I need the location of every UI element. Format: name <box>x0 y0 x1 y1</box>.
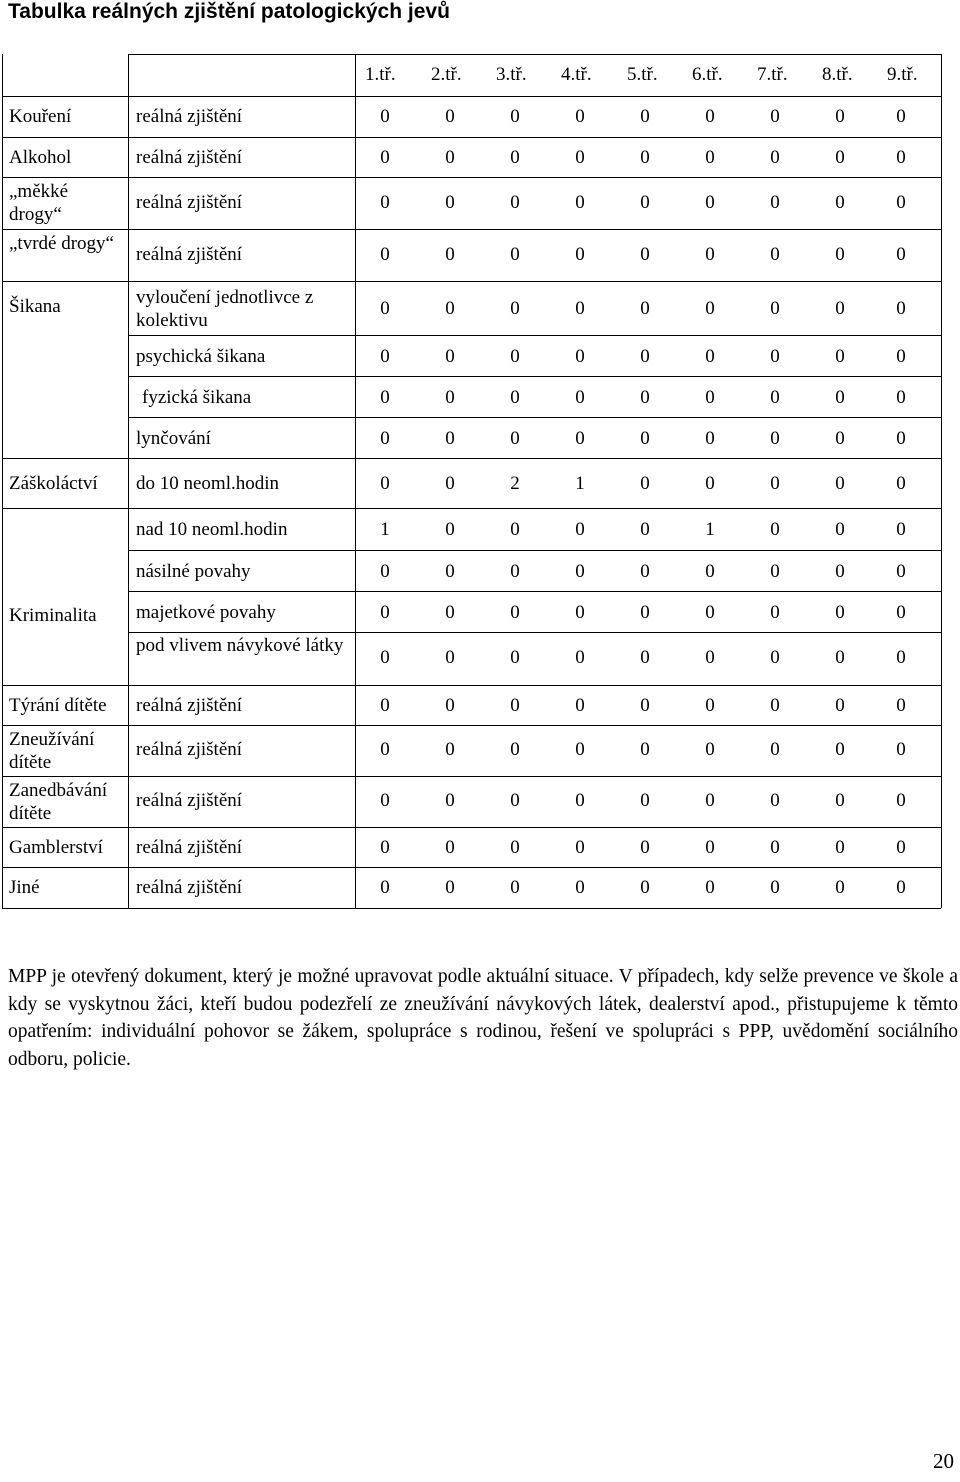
table-cell: 0 <box>705 192 715 213</box>
table-cell: 0 <box>445 387 455 408</box>
table-cell: 0 <box>770 147 780 168</box>
table-cell: 0 <box>705 106 715 127</box>
table-cell: 0 <box>770 877 780 898</box>
table-cell: 0 <box>445 695 455 716</box>
column-header: 2.tř. <box>431 64 462 85</box>
table-cell: 0 <box>896 147 906 168</box>
row-subcategory: reálná zjištění <box>136 790 243 811</box>
table-cell: 0 <box>510 387 520 408</box>
table-cell: 0 <box>510 602 520 623</box>
table-cell: 0 <box>770 647 780 668</box>
table-cell: 0 <box>445 298 455 319</box>
table-cell: 0 <box>835 695 845 716</box>
table-cell: 0 <box>835 602 845 623</box>
table-cell: 0 <box>896 519 906 540</box>
table-cell: 0 <box>770 192 780 213</box>
table-cell: 0 <box>510 147 520 168</box>
table-cell: 0 <box>705 877 715 898</box>
table-cell: 0 <box>445 192 455 213</box>
table-cell: 0 <box>770 473 780 494</box>
table-cell: 0 <box>705 428 715 449</box>
table-cell: 0 <box>770 387 780 408</box>
table-cell: 0 <box>380 244 390 265</box>
table-cell: 0 <box>575 647 585 668</box>
table-cell: 0 <box>380 739 390 760</box>
table-cell: 0 <box>835 519 845 540</box>
table-cell: 0 <box>380 298 390 319</box>
table-cell: 0 <box>510 519 520 540</box>
table-cell: 0 <box>445 602 455 623</box>
table-cell: 0 <box>770 561 780 582</box>
table-cell: 0 <box>705 739 715 760</box>
table-cell: 0 <box>835 837 845 858</box>
row-category: Alkohol <box>9 147 72 168</box>
table-cell: 0 <box>575 739 585 760</box>
table-cell: 0 <box>896 837 906 858</box>
table-cell: 0 <box>705 147 715 168</box>
table-cell: 0 <box>835 428 845 449</box>
table-cell: 0 <box>380 346 390 367</box>
table-cell: 0 <box>445 244 455 265</box>
row-subcategory: reálná zjištění <box>136 739 243 760</box>
table-cell: 0 <box>896 561 906 582</box>
table-cell: 0 <box>835 298 845 319</box>
table-cell: 0 <box>705 244 715 265</box>
row-category: Záškoláctví <box>9 473 98 494</box>
table-cell: 0 <box>835 739 845 760</box>
table-cell: 0 <box>640 147 650 168</box>
table-cell: 0 <box>640 647 650 668</box>
table-cell: 0 <box>896 739 906 760</box>
table-cell: 0 <box>510 877 520 898</box>
table-cell: 0 <box>835 387 845 408</box>
table-cell: 0 <box>510 298 520 319</box>
table-cell: 0 <box>640 387 650 408</box>
row-subcategory: do 10 neoml.hodin <box>136 473 280 494</box>
table-cell: 0 <box>640 346 650 367</box>
table-cell: 0 <box>835 647 845 668</box>
table-cell: 0 <box>770 346 780 367</box>
table-cell: 0 <box>835 561 845 582</box>
table-cell: 0 <box>510 106 520 127</box>
table-cell: 0 <box>770 695 780 716</box>
table-cell: 0 <box>445 739 455 760</box>
table-cell: 0 <box>575 346 585 367</box>
row-subcategory: psychická šikana <box>136 346 266 367</box>
table-cell: 0 <box>835 106 845 127</box>
table-cell: 0 <box>510 192 520 213</box>
table-cell: 0 <box>705 473 715 494</box>
row-subcategory: vyloučení jednotlivce z kolektivu <box>136 287 314 331</box>
column-header: 4.tř. <box>561 64 592 85</box>
row-subcategory: pod vlivem návykové látky <box>136 635 344 656</box>
row-category: Šikana <box>9 296 61 317</box>
table-cell: 0 <box>896 790 906 811</box>
table-cell: 0 <box>705 602 715 623</box>
table-cell: 0 <box>575 428 585 449</box>
table-cell: 0 <box>770 837 780 858</box>
column-header: 8.tř. <box>822 64 853 85</box>
table-cell: 0 <box>575 877 585 898</box>
table-cell: 0 <box>770 602 780 623</box>
table-cell: 0 <box>380 602 390 623</box>
row-category: „měkké drogy“ <box>9 181 69 225</box>
table-cell: 0 <box>835 473 845 494</box>
table-cell: 0 <box>705 298 715 319</box>
table-cell: 0 <box>445 147 455 168</box>
table-cell: 0 <box>705 647 715 668</box>
table-cell: 0 <box>640 790 650 811</box>
table-cell: 0 <box>770 428 780 449</box>
table-cell: 0 <box>770 106 780 127</box>
table-cell: 0 <box>575 192 585 213</box>
table-cell: 1 <box>705 519 715 540</box>
table-cell: 0 <box>640 561 650 582</box>
table-cell: 0 <box>640 837 650 858</box>
row-category: Kouření <box>9 106 72 127</box>
row-category: Gamblerství <box>9 837 103 858</box>
table-cell: 0 <box>640 519 650 540</box>
table-cell: 0 <box>835 790 845 811</box>
column-header: 9.tř. <box>887 64 918 85</box>
table-cell: 0 <box>705 837 715 858</box>
table-cell: 0 <box>510 739 520 760</box>
table-cell: 0 <box>640 298 650 319</box>
table-cell: 0 <box>640 244 650 265</box>
table-cell: 0 <box>896 647 906 668</box>
table-cell: 0 <box>896 428 906 449</box>
table-cell: 0 <box>705 561 715 582</box>
table-cell: 0 <box>575 837 585 858</box>
table-cell: 0 <box>380 428 390 449</box>
table-cell: 0 <box>575 244 585 265</box>
column-header: 7.tř. <box>757 64 788 85</box>
table-cell: 0 <box>445 561 455 582</box>
table-cell: 0 <box>640 473 650 494</box>
table-cell: 0 <box>640 695 650 716</box>
table-cell: 0 <box>770 739 780 760</box>
table-cell: 0 <box>640 428 650 449</box>
row-category: Kriminalita <box>9 605 97 626</box>
table-cell: 0 <box>445 106 455 127</box>
table-cell: 0 <box>445 428 455 449</box>
table-cell: 0 <box>510 647 520 668</box>
table-cell: 0 <box>835 192 845 213</box>
table-cell: 0 <box>896 473 906 494</box>
table-cell: 0 <box>510 346 520 367</box>
table-cell: 0 <box>445 790 455 811</box>
row-subcategory: reálná zjištění <box>136 147 243 168</box>
table-cell: 0 <box>640 602 650 623</box>
table-cell: 0 <box>380 106 390 127</box>
row-subcategory: reálná zjištění <box>136 877 243 898</box>
table-cell: 0 <box>835 244 845 265</box>
row-subcategory: reálná zjištění <box>136 192 243 213</box>
column-header: 1.tř. <box>365 64 396 85</box>
row-subcategory: reálná zjištění <box>136 837 243 858</box>
table-cell: 2 <box>510 473 520 494</box>
table-cell: 1 <box>575 473 585 494</box>
table-cell: 0 <box>835 346 845 367</box>
row-category: Zneužívání dítěte <box>9 729 95 773</box>
table-cell: 0 <box>380 695 390 716</box>
page-title: Tabulka reálných zjištění patologických jevů <box>8 0 450 23</box>
table-cell: 0 <box>380 790 390 811</box>
table-cell: 0 <box>445 473 455 494</box>
table-cell: 0 <box>770 519 780 540</box>
table-cell: 0 <box>896 387 906 408</box>
table-cell: 0 <box>705 387 715 408</box>
table-cell: 0 <box>445 519 455 540</box>
table-cell: 0 <box>445 647 455 668</box>
table-cell: 0 <box>380 877 390 898</box>
row-subcategory: nad 10 neoml.hodin <box>136 519 288 540</box>
row-subcategory: reálná zjištění <box>136 106 243 127</box>
row-subcategory: reálná zjištění <box>136 695 243 716</box>
table-cell: 0 <box>640 192 650 213</box>
table-cell: 0 <box>575 602 585 623</box>
table-cell: 0 <box>705 346 715 367</box>
row-category: „tvrdé drogy“ <box>9 233 114 254</box>
column-header: 6.tř. <box>692 64 723 85</box>
table-cell: 0 <box>896 346 906 367</box>
table-cell: 0 <box>575 147 585 168</box>
table-cell: 0 <box>896 602 906 623</box>
table-cell: 0 <box>705 790 715 811</box>
table-cell: 0 <box>575 561 585 582</box>
table-cell: 0 <box>575 519 585 540</box>
table-cell: 0 <box>575 790 585 811</box>
row-category: Jiné <box>9 877 40 898</box>
table-cell: 0 <box>445 877 455 898</box>
table-cell: 0 <box>510 244 520 265</box>
row-category: Zanedbávání dítěte <box>9 780 108 824</box>
column-header: 5.tř. <box>627 64 658 85</box>
table-cell: 0 <box>705 695 715 716</box>
table-cell: 0 <box>510 695 520 716</box>
table-cell: 0 <box>770 298 780 319</box>
table-cell: 0 <box>640 877 650 898</box>
table-cell: 0 <box>896 298 906 319</box>
table-cell: 0 <box>640 106 650 127</box>
row-subcategory: fyzická šikana <box>142 387 252 408</box>
row-subcategory: majetkové povahy <box>136 602 276 623</box>
table-cell: 0 <box>380 387 390 408</box>
table-cell: 0 <box>380 561 390 582</box>
row-subcategory: násilné povahy <box>136 561 251 582</box>
table-cell: 0 <box>510 428 520 449</box>
table-cell: 0 <box>896 695 906 716</box>
table-cell: 0 <box>510 837 520 858</box>
table-cell: 0 <box>770 790 780 811</box>
table-cell: 0 <box>380 147 390 168</box>
table-cell: 0 <box>380 837 390 858</box>
table-cell: 0 <box>575 387 585 408</box>
table-cell: 0 <box>896 192 906 213</box>
table-cell: 0 <box>835 147 845 168</box>
table-cell: 0 <box>575 695 585 716</box>
table-cell: 0 <box>445 346 455 367</box>
table-cell: 0 <box>896 244 906 265</box>
table-cell: 1 <box>380 519 390 540</box>
table-cell: 0 <box>770 244 780 265</box>
row-category: Týrání dítěte <box>9 695 107 716</box>
table-cell: 0 <box>510 561 520 582</box>
table-cell: 0 <box>640 739 650 760</box>
page-number: 20 <box>933 1449 954 1473</box>
table-cell: 0 <box>380 647 390 668</box>
table-cell: 0 <box>510 790 520 811</box>
table-cell: 0 <box>445 837 455 858</box>
table-cell: 0 <box>380 473 390 494</box>
table-cell: 0 <box>896 106 906 127</box>
column-header: 3.tř. <box>496 64 527 85</box>
table-cell: 0 <box>835 877 845 898</box>
table-cell: 0 <box>380 192 390 213</box>
table-cell: 0 <box>575 298 585 319</box>
row-subcategory: lynčování <box>136 428 211 449</box>
table-cell: 0 <box>575 106 585 127</box>
body-paragraph: MPP je otevřený dokument, který je možné upravovat podle aktuální situace. V případech, kdy selže prevence ve škole a kdy se vyskytnou žáci, kteří budou podezřelí ze zneužívání návykových látek, dealerství apod., přistupujeme k těmto opatřením: individuální pohovor se žákem, spolupráce s rodinou, řešení ve spolupráci s PPP, uvědomění sociálního odboru, policie. <box>8 966 958 1070</box>
table-cell: 0 <box>896 877 906 898</box>
row-subcategory: reálná zjištění <box>136 244 243 265</box>
